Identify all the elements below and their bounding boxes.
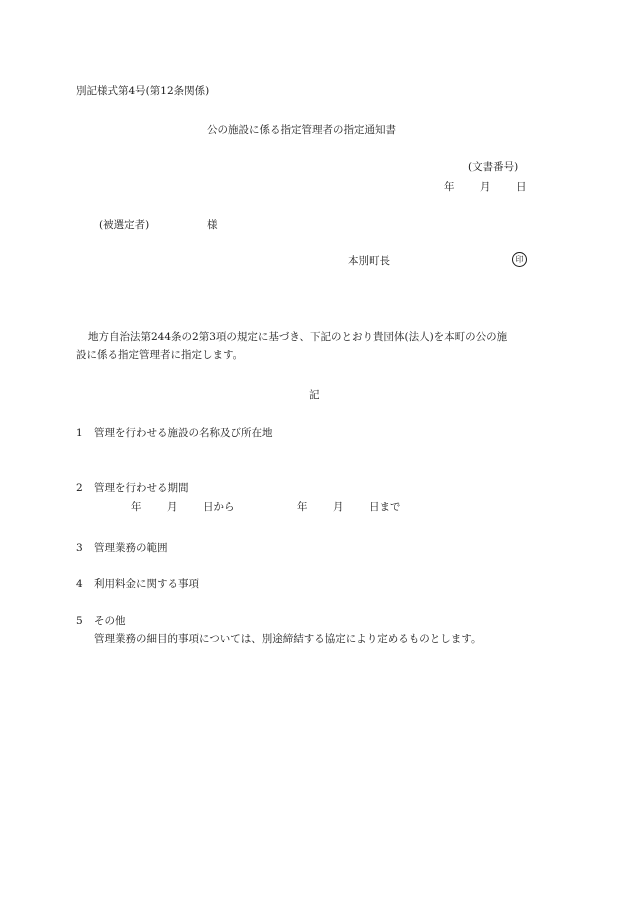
addressee-honorific: 様 <box>207 219 218 231</box>
document-number: (文書番号) <box>468 161 519 173</box>
body-line-2: 設に係る指定管理者に指定します。 <box>76 349 244 361</box>
start-month: 月 <box>167 501 178 513</box>
item-label: 管理を行わせる施設の名称及び所在地 <box>94 427 273 439</box>
document-title: 公の施設に係る指定管理者の指定通知書 <box>207 124 396 136</box>
item-label: その他 <box>94 615 126 627</box>
start-year: 年 <box>131 501 142 513</box>
item-number: 3 <box>76 542 83 554</box>
item-label: 管理を行わせる期間 <box>94 482 189 494</box>
date-month: 月 <box>480 181 491 193</box>
item-number: 1 <box>76 427 83 439</box>
start-day: 日から <box>203 501 235 513</box>
item-label: 利用料金に関する事項 <box>94 578 199 590</box>
other-note: 管理業務の細目的事項については、別途締結する協定により定めるものとします。 <box>94 633 482 645</box>
end-day: 日まで <box>369 501 401 513</box>
form-reference: 別記様式第4号(第12条関係) <box>76 85 210 97</box>
item-number: 5 <box>76 615 83 627</box>
date-day: 日 <box>516 181 527 193</box>
ki-heading: 記 <box>309 389 320 401</box>
item-number: 2 <box>76 482 83 494</box>
end-year: 年 <box>297 501 308 513</box>
end-month: 月 <box>333 501 344 513</box>
item-label: 管理業務の範囲 <box>94 542 168 554</box>
item-number: 4 <box>76 578 83 590</box>
seal-mark: 印 <box>512 252 527 267</box>
date-year: 年 <box>444 181 455 193</box>
addressee-name: (被選定者) <box>99 219 150 231</box>
body-line-1: 地方自治法第244条の2第3項の規定に基づき、下記のとおり貴団体(法人)を本町の公の施 <box>88 331 508 343</box>
issuer-name: 本別町長 <box>348 255 390 267</box>
